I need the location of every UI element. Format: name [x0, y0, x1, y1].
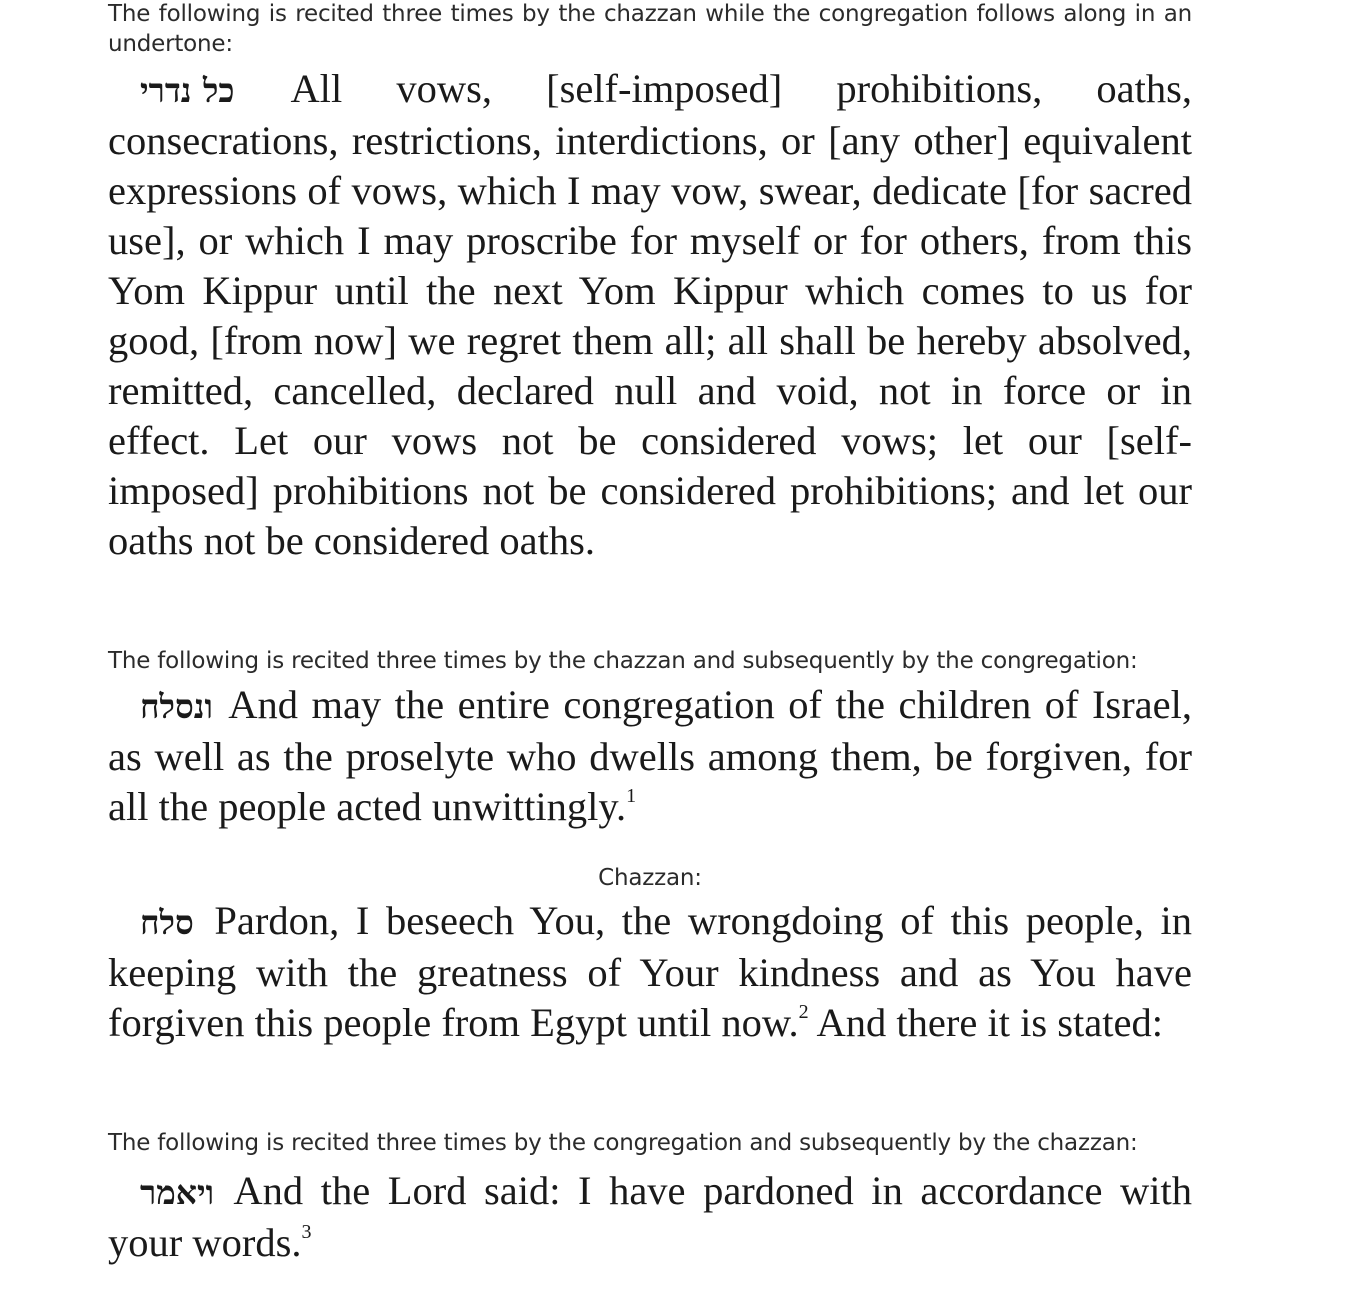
vayomer-paragraph: [108, 1166, 1192, 1268]
footnote-marker-2: 2: [798, 1001, 809, 1023]
selach-paragraph: [108, 896, 1192, 1048]
vayomer-text: And the Lord said: I have pardoned in accordance with your words.: [108, 1168, 1193, 1265]
venislach-text: And may the entire congregation of the children of Israel, as well as the proselyte who dwells among them, be forgiven, for all the people acted unwittingly.: [108, 682, 1193, 829]
kol-nidrei-instruction: The following is recited three times by the chazzan while the congregation follows along in an undertone:: [108, 1, 1192, 57]
vayomer-hebrew-opening: ויאמר: [140, 1173, 215, 1212]
footnote-marker-3: 3: [301, 1221, 312, 1243]
kol-nidrei-text: All vows, [self-imposed] prohibitions, oaths, consecrations, restrictions, interdictions, or [any other] equivalent expressions of vows, which I may vow, swear, dedicate [for sacred use], or which I may proscribe for myself or for others, from this Yom Kippur until the next Yom Kippur which comes to us for good, [from now] we regret them all; all shall be hereby absolved, remitted, cancelled, declared null and void, not in force or in effect. Let our vows not be considered vows; let our [self-imposed] prohibitions not be considered prohibitions; and let our oaths not be considered oaths.: [108, 66, 1193, 563]
chazzan-label: Chazzan:: [598, 865, 702, 891]
kol-nidrei-paragraph: [108, 64, 1192, 566]
venislach-instruction: The following is recited three times by the chazzan and subsequently by the congregation:: [108, 648, 1138, 674]
selach-text-part2: And there it is stated:: [808, 1000, 1163, 1045]
selach-hebrew-opening: סלח: [140, 903, 194, 942]
vayomer-instruction: The following is recited three times by the congregation and subsequently by the chazzan:: [108, 1130, 1138, 1156]
venislach-paragraph: [108, 680, 1192, 832]
kol-nidrei-hebrew-opening: כל נדרי: [140, 71, 235, 110]
selach-text-part1: Pardon, I beseech You, the wrongdoing of this people, in keeping with the greatness of Your kindness and as You have forgiven this people from Egypt until now.: [108, 898, 1192, 1045]
footnote-marker-1: 1: [626, 785, 637, 807]
venislach-hebrew-opening: ונסלח: [140, 687, 213, 726]
